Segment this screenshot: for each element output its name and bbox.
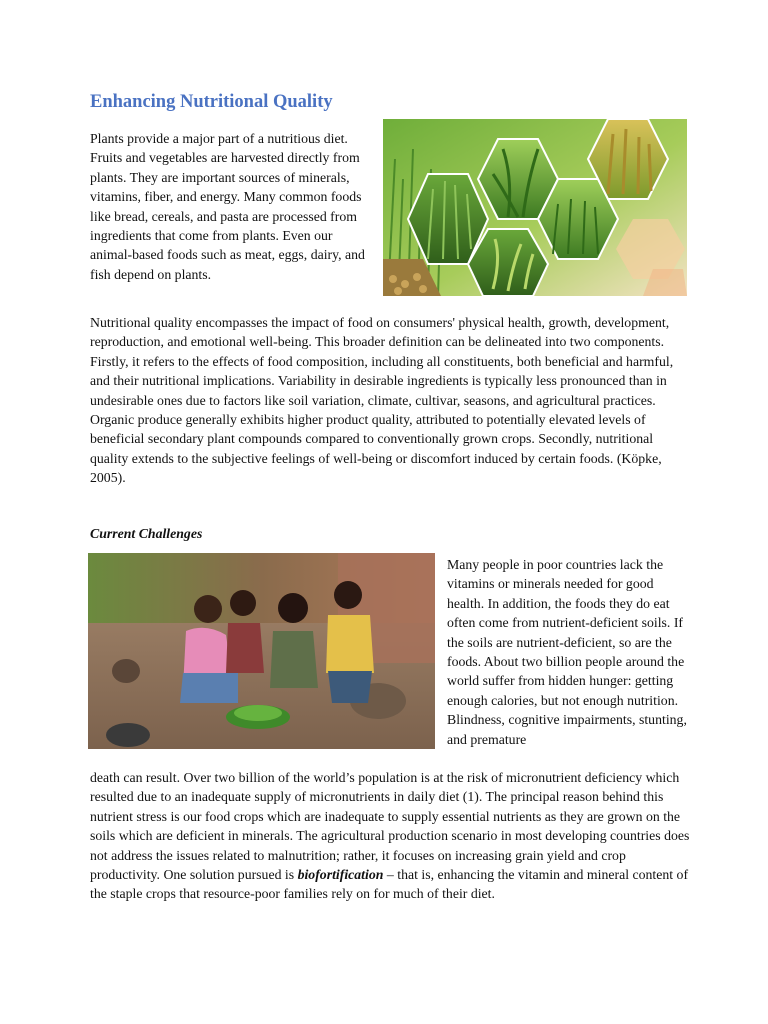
biofortification-term: biofortification	[297, 867, 384, 883]
children-eating-photo	[88, 553, 435, 749]
micronutrient-text-start: death can result. Over two billion of the world’s population is at the risk of micronutrient deficiency which resulted due to an inadequate supply of micronutrients in daily diet (1). The principal reason behind this nutrient stress is our food crops which are inadequate to supply essential nutrients as they are grown on the soils which are deficient in minerals. The agricultural production scenario in most developing countries does not address the issues related to malnutrition; rather, it focuses on increasing grain yield and crop productivity. One solution pursued is	[90, 770, 690, 883]
intro-paragraph: Plants provide a major part of a nutritious diet. Fruits and vegetables are harvested directly from plants. They are important sources of minerals, vitamins, fiber, and energy. Many common foods like bread, cereals, and pasta are processed from ingredients that come from plants. Even our animal-based foods such as meat, eggs, dairy, and fish depend on plants.	[90, 131, 365, 282]
page-title: Enhancing Nutritional Quality	[90, 92, 333, 112]
crops-collage-image	[383, 119, 687, 296]
section-subheading: Current Challenges	[90, 526, 203, 541]
nutritional-quality-paragraph: Nutritional quality encompasses the impact of food on consumers' physical health, growth, development, reproduction, and emotional well-being. This broader definition can be delineated into two components. Firstly, it refers to the effects of food composition, including all constituents, both beneficial and harmful, and their nutritional implications. Variability in desirable ingredients is typically less pronounced than in undesirable ones due to factors like soil variation, climate, cultivar, seasons, and agricultural practices. Organic produce generally exhibits higher product quality, attributed to potentially elevated levels of beneficial secondary plant compounds compared to conventionally grown crops. Secondly, nutritional quality extends to the subjective feelings of well-being or discomfort induced by certain foods. (Köpke, 2005).	[90, 315, 674, 486]
micronutrient-text-end: – that is, enhancing the vitamin and mineral content of the staple crops that resource-poor families rely on for much of their diet.	[90, 867, 689, 902]
hidden-hunger-paragraph: Many people in poor countries lack the vitamins or minerals needed for good health. In addition, the foods they do eat often come from nutrient-deficient soils. If the soils are nutrient-deficient, so are the foods. About two billion people around the world suffer from hidden hunger: getting enough calories, but not enough nutrition. Blindness, cognitive impairments, stunting, and premature	[447, 557, 687, 747]
micronutrient-paragraph	[90, 768, 690, 904]
